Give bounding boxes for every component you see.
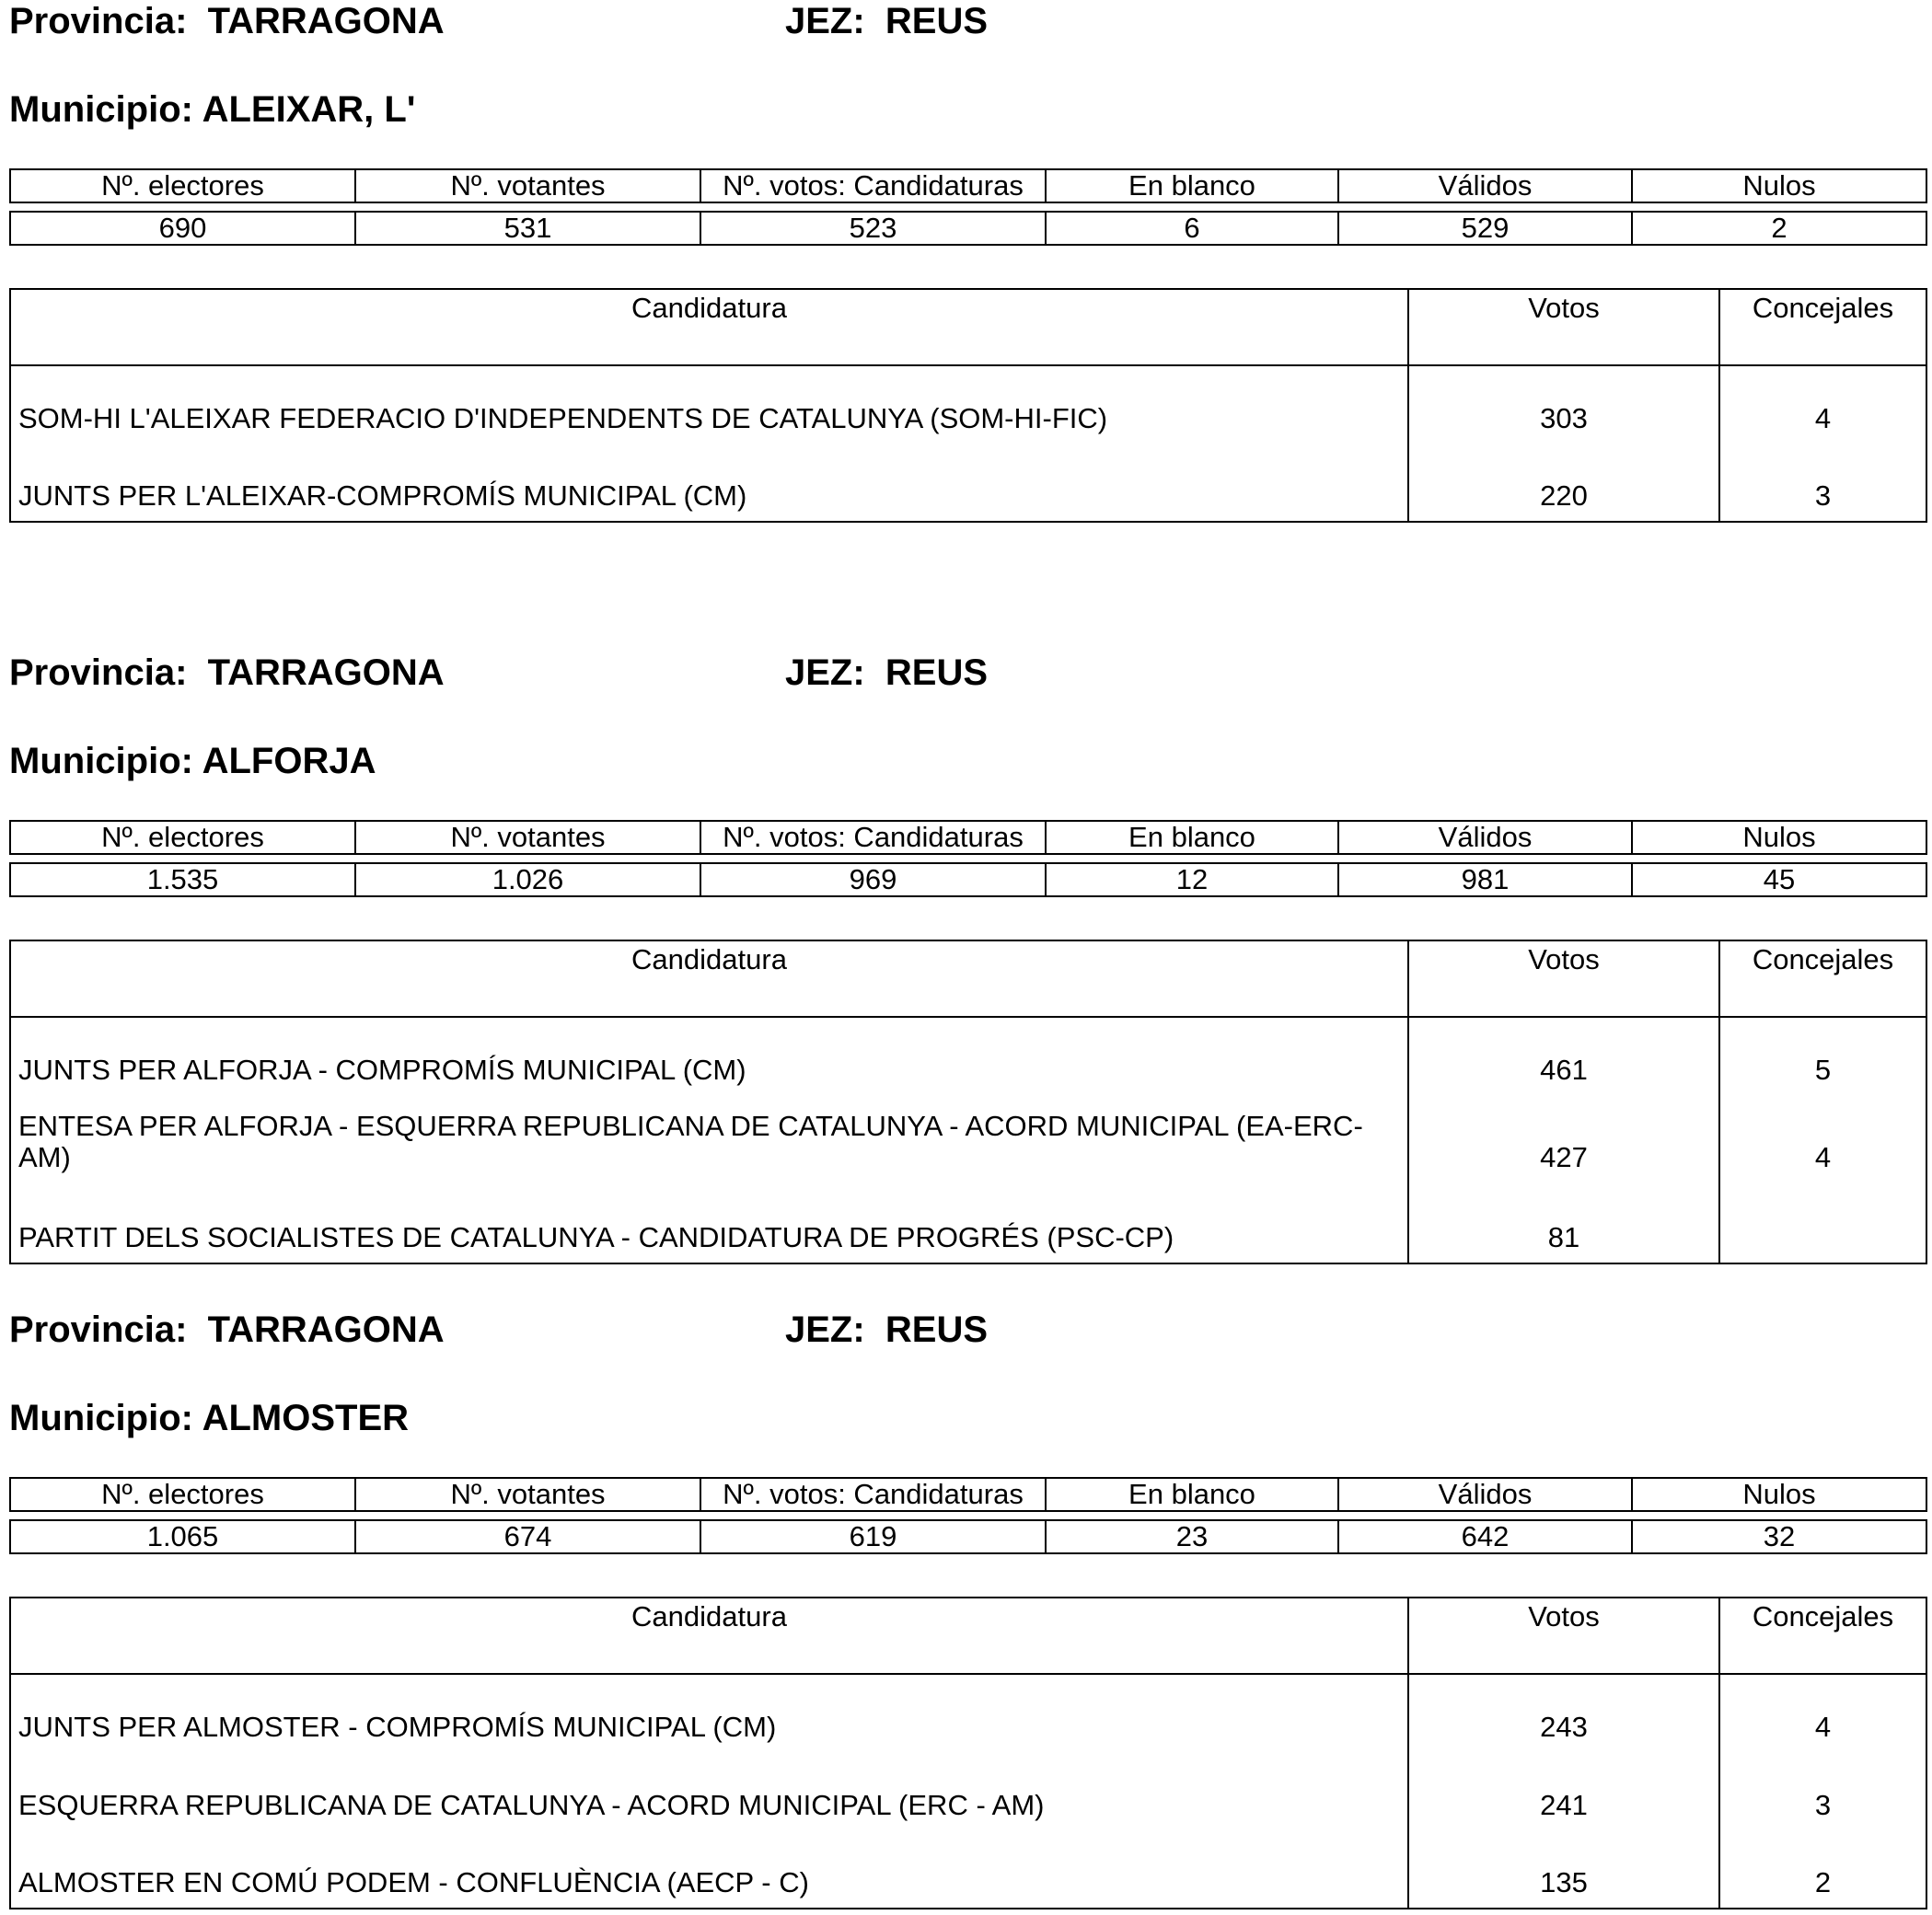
candidatura-votos: 461 bbox=[1408, 1017, 1719, 1095]
summary-value-row bbox=[10, 212, 1926, 245]
municipio-value: ALFORJA bbox=[202, 741, 376, 781]
summary-value-row bbox=[10, 1520, 1926, 1553]
candidaturas-header-cell: Concejales bbox=[1719, 289, 1926, 365]
municipio-value: ALMOSTER bbox=[202, 1398, 410, 1438]
candidatura-concejales: 3 bbox=[1719, 444, 1926, 522]
candidatura-concejales bbox=[1719, 1182, 1926, 1263]
candidaturas-header-cell: Votos bbox=[1408, 1598, 1719, 1674]
municipio-heading bbox=[9, 88, 415, 131]
provincia-value: TARRAGONA bbox=[207, 1309, 445, 1350]
summary-table bbox=[9, 820, 1927, 897]
summary-header-cell: Válidos bbox=[1338, 169, 1632, 202]
candidatura-concejales: 4 bbox=[1719, 1095, 1926, 1182]
municipio-heading bbox=[9, 740, 376, 782]
summary-value-cell: 12 bbox=[1046, 863, 1338, 896]
summary-header-cell: Válidos bbox=[1338, 821, 1632, 854]
candidaturas-header-row bbox=[10, 289, 1926, 365]
jez-heading bbox=[785, 0, 988, 42]
provincia-value: TARRAGONA bbox=[207, 1, 445, 41]
summary-value-cell: 981 bbox=[1338, 863, 1632, 896]
summary-value-cell: 32 bbox=[1632, 1520, 1926, 1553]
candidatura-row bbox=[10, 444, 1926, 522]
candidatura-votos: 243 bbox=[1408, 1674, 1719, 1752]
candidatura-name: PARTIT DELS SOCIALISTES DE CATALUNYA - CANDIDATURA DE PROGRÉS (PSC-CP) bbox=[10, 1182, 1408, 1263]
summary-header-cell: Nº. votantes bbox=[355, 169, 700, 202]
summary-value-cell: 642 bbox=[1338, 1520, 1632, 1553]
summary-header-cell: En blanco bbox=[1046, 821, 1338, 854]
candidaturas-table bbox=[9, 940, 1927, 1264]
candidaturas-header-row bbox=[10, 940, 1926, 1017]
summary-header-row bbox=[10, 1478, 1926, 1511]
summary-value-cell: 6 bbox=[1046, 212, 1338, 245]
jez-heading bbox=[785, 652, 988, 694]
municipio-heading bbox=[9, 1397, 409, 1439]
candidatura-concejales: 5 bbox=[1719, 1017, 1926, 1095]
candidatura-name: ENTESA PER ALFORJA - ESQUERRA REPUBLICANA DE CATALUNYA - ACORD MUNICIPAL (EA-ERC-AM) bbox=[10, 1095, 1408, 1182]
candidatura-row bbox=[10, 1017, 1926, 1095]
candidatura-name: JUNTS PER L'ALEIXAR-COMPROMÍS MUNICIPAL (CM) bbox=[10, 444, 1408, 522]
summary-header-cell: Nulos bbox=[1632, 821, 1926, 854]
jez-value: REUS bbox=[885, 652, 989, 693]
summary-header-row bbox=[10, 821, 1926, 854]
candidatura-concejales: 4 bbox=[1719, 1674, 1926, 1752]
jez-label: JEZ: bbox=[785, 1, 865, 41]
summary-header-cell: Válidos bbox=[1338, 1478, 1632, 1511]
candidaturas-table bbox=[9, 288, 1927, 523]
summary-header-cell: En blanco bbox=[1046, 169, 1338, 202]
candidatura-name: ESQUERRA REPUBLICANA DE CATALUNYA - ACORD MUNICIPAL (ERC - AM) bbox=[10, 1752, 1408, 1830]
summary-value-cell: 23 bbox=[1046, 1520, 1338, 1553]
summary-header-cell: Nº. votos: Candidaturas bbox=[700, 1478, 1046, 1511]
jez-value: REUS bbox=[885, 1309, 989, 1350]
candidatura-concejales: 3 bbox=[1719, 1752, 1926, 1830]
summary-value-cell: 619 bbox=[700, 1520, 1046, 1553]
summary-header-cell: En blanco bbox=[1046, 1478, 1338, 1511]
candidaturas-header-cell: Concejales bbox=[1719, 1598, 1926, 1674]
summary-header-cell: Nulos bbox=[1632, 1478, 1926, 1511]
candidatura-row bbox=[10, 1830, 1926, 1909]
candidatura-votos: 135 bbox=[1408, 1830, 1719, 1909]
summary-value-cell: 1.026 bbox=[355, 863, 700, 896]
summary-table bbox=[9, 168, 1927, 246]
provincia-label: Provincia: bbox=[9, 1309, 188, 1350]
candidaturas-header-cell: Candidatura bbox=[10, 1598, 1408, 1674]
summary-table bbox=[9, 1477, 1927, 1554]
summary-header-cell: Nulos bbox=[1632, 169, 1926, 202]
candidatura-row bbox=[10, 1674, 1926, 1752]
municipio-value: ALEIXAR, L' bbox=[202, 89, 416, 130]
summary-value-cell: 523 bbox=[700, 212, 1046, 245]
candidatura-votos: 220 bbox=[1408, 444, 1719, 522]
candidaturas-header-cell: Candidatura bbox=[10, 940, 1408, 1017]
summary-value-cell: 45 bbox=[1632, 863, 1926, 896]
municipio-label: Municipio: bbox=[9, 1398, 193, 1438]
candidaturas-header-row bbox=[10, 1598, 1926, 1674]
candidaturas-header-cell: Votos bbox=[1408, 289, 1719, 365]
provincia-value: TARRAGONA bbox=[207, 652, 445, 693]
summary-header-row bbox=[10, 169, 1926, 202]
candidatura-votos: 427 bbox=[1408, 1095, 1719, 1182]
candidaturas-table bbox=[9, 1597, 1927, 1909]
summary-value-row bbox=[10, 863, 1926, 896]
candidaturas-header-cell: Votos bbox=[1408, 940, 1719, 1017]
candidatura-name: JUNTS PER ALMOSTER - COMPROMÍS MUNICIPAL (CM) bbox=[10, 1674, 1408, 1752]
candidaturas-header-cell: Concejales bbox=[1719, 940, 1926, 1017]
summary-header-cell: Nº. votos: Candidaturas bbox=[700, 821, 1046, 854]
summary-value-cell: 690 bbox=[10, 212, 355, 245]
candidatura-concejales: 4 bbox=[1719, 365, 1926, 444]
summary-value-cell: 1.065 bbox=[10, 1520, 355, 1553]
candidatura-name: JUNTS PER ALFORJA - COMPROMÍS MUNICIPAL (CM) bbox=[10, 1017, 1408, 1095]
provincia-heading bbox=[9, 1309, 445, 1351]
candidatura-votos: 303 bbox=[1408, 365, 1719, 444]
candidatura-votos: 241 bbox=[1408, 1752, 1719, 1830]
summary-value-cell: 969 bbox=[700, 863, 1046, 896]
summary-header-cell: Nº. votantes bbox=[355, 821, 700, 854]
summary-header-cell: Nº. electores bbox=[10, 821, 355, 854]
summary-header-cell: Nº. votos: Candidaturas bbox=[700, 169, 1046, 202]
provincia-label: Provincia: bbox=[9, 652, 188, 693]
candidatura-row bbox=[10, 1182, 1926, 1263]
summary-header-cell: Nº. votantes bbox=[355, 1478, 700, 1511]
candidatura-concejales: 2 bbox=[1719, 1830, 1926, 1909]
summary-value-cell: 674 bbox=[355, 1520, 700, 1553]
jez-heading bbox=[785, 1309, 988, 1351]
summary-header-cell: Nº. electores bbox=[10, 169, 355, 202]
municipio-label: Municipio: bbox=[9, 89, 193, 130]
municipio-label: Municipio: bbox=[9, 741, 193, 781]
candidatura-row bbox=[10, 1752, 1926, 1830]
candidatura-row bbox=[10, 1095, 1926, 1182]
summary-header-cell: Nº. electores bbox=[10, 1478, 355, 1511]
candidatura-votos: 81 bbox=[1408, 1182, 1719, 1263]
jez-label: JEZ: bbox=[785, 652, 865, 693]
provincia-heading bbox=[9, 652, 445, 694]
candidatura-name: ALMOSTER EN COMÚ PODEM - CONFLUÈNCIA (AECP - C) bbox=[10, 1830, 1408, 1909]
provincia-label: Provincia: bbox=[9, 1, 188, 41]
summary-value-cell: 1.535 bbox=[10, 863, 355, 896]
summary-value-cell: 2 bbox=[1632, 212, 1926, 245]
jez-value: REUS bbox=[885, 1, 989, 41]
jez-label: JEZ: bbox=[785, 1309, 865, 1350]
summary-value-cell: 531 bbox=[355, 212, 700, 245]
provincia-heading bbox=[9, 0, 445, 42]
candidatura-row bbox=[10, 365, 1926, 444]
summary-value-cell: 529 bbox=[1338, 212, 1632, 245]
candidaturas-header-cell: Candidatura bbox=[10, 289, 1408, 365]
candidatura-name: SOM-HI L'ALEIXAR FEDERACIO D'INDEPENDENTS DE CATALUNYA (SOM-HI-FIC) bbox=[10, 365, 1408, 444]
